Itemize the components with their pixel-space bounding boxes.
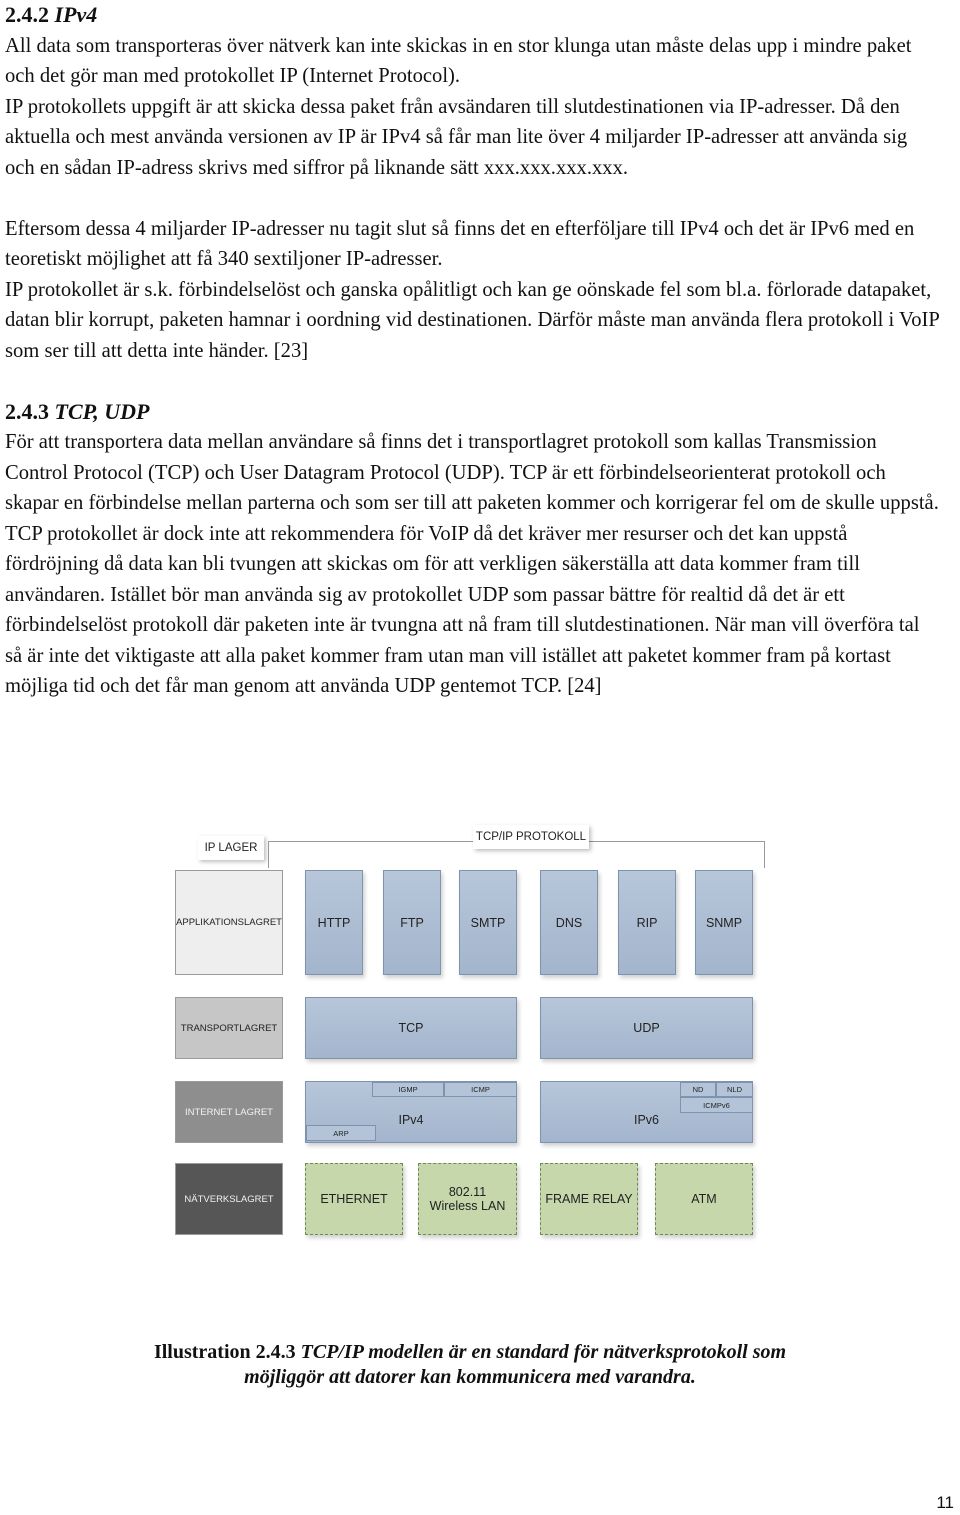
tcpip-protokoll-label: TCP/IP PROTOKOLL bbox=[473, 825, 589, 849]
layer-network: NÄTVERKSLAGRET bbox=[175, 1163, 283, 1235]
layer-application: APPLIKATIONSLAGRET bbox=[175, 870, 283, 975]
protocol-tcp: TCP bbox=[305, 997, 517, 1059]
body-text bbox=[5, 0, 940, 702]
page-number: 11 bbox=[936, 1493, 954, 1512]
protocol-http: HTTP bbox=[305, 870, 363, 975]
protocol-dns: DNS bbox=[540, 870, 598, 975]
protocol-igmp: IGMP bbox=[372, 1082, 444, 1097]
protocol-icmpv6: ICMPv6 bbox=[680, 1097, 753, 1113]
protocol-icmp: ICMP bbox=[444, 1082, 517, 1097]
protocol-atm: ATM bbox=[655, 1163, 753, 1235]
protocol-rip: RIP bbox=[618, 870, 676, 975]
layer-internet: INTERNET LAGRET bbox=[175, 1081, 283, 1143]
paragraph-ipv4-4: IP protokollet är s.k. förbindelselöst och ganska opålitligt och kan ge oönskade fel som bl.a. förlorade datapaket, datan blir korrupt, paketen hamnar i oordning vid destinationen. Därför måste man använda flera protokoll i VoIP som ser till att detta inte händer. [23] bbox=[5, 278, 940, 362]
protocol-ipv6: IPv6 bbox=[540, 1081, 753, 1143]
protocol-ftp: FTP bbox=[383, 870, 441, 975]
protocol-udp: UDP bbox=[540, 997, 753, 1059]
protocol-nld: NLD bbox=[716, 1082, 753, 1097]
layer-transport: TRANSPORTLAGRET bbox=[175, 997, 283, 1059]
protocol-wireless-lan: 802.11 Wireless LAN bbox=[418, 1163, 517, 1235]
protocol-smtp: SMTP bbox=[459, 870, 517, 975]
paragraph-ipv4-3: Eftersom dessa 4 miljarder IP-adresser nu tagit slut så finns det en efterföljare till IPv4 och det är IPv6 med en teoretiskt möjlighet att få 340 sextiljoner IP-adresser. bbox=[5, 217, 915, 270]
protocol-snmp: SNMP bbox=[695, 870, 753, 975]
ip-lager-label: IP LAGER bbox=[198, 836, 264, 860]
section-heading-ipv4: 2.4.2 IPv4 bbox=[5, 2, 98, 27]
paragraph-tcp-udp: För att transportera data mellan användare så finns det i transportlagret protokoll som kallas Transmission Control Protocol (TCP) och User Datagram Protocol (UDP). TCP är ett förbindelseorienterat protokoll och skapar en förbindelse mellan parterna och som ser till att paketen kommer och korrigerar fel om de skulle uppstå. TCP protokollet är dock inte att rekommendera för VoIP då det kräver mer resurser och det kan uppstå fördröjning då data kan bli tvungen att skickas om för att verkligen säkerställa att data kommer fram till användaren. Istället bör man använda sig av protokollet UDP som passar bättre för realtid då det är ett förbindelselöst protokoll där paketen inte är tvungna att nå fram till slutdestinationen. När man vill överföra tal så är inte det viktigaste att alla paket kommer fram utan man vill istället att paketet kommer fram på kortast möjliga tid och det får man genom att använda UDP gentemot TCP. [24] bbox=[5, 431, 939, 697]
paragraph-ipv4-2: IP protokollets uppgift är att skicka dessa paket från avsändaren till slutdestinationen via IP-adresser. Då den aktuella och mest använda versionen av IP är IPv4 så får man lite över 4 miljarder IP-adresser att använda sig och en sådan IP-adress skrivs med siffror på liknande sätt xxx.xxx.xxx.xxx. bbox=[5, 95, 908, 179]
protocol-frame-relay: FRAME RELAY bbox=[540, 1163, 638, 1235]
paragraph-ipv4-1: All data som transporteras över nätverk kan inte skickas in en stor klunga utan måste delas upp i mindre paket och det gör man med protokollet IP (Internet Protocol). bbox=[5, 34, 912, 87]
protocol-nd: ND bbox=[680, 1082, 716, 1097]
section-heading-tcp-udp: 2.4.3 TCP, UDP bbox=[5, 398, 150, 424]
figure-caption: Illustration 2.4.3 TCP/IP modellen är en standard för nätverksprotokoll som möjliggör att datorer kan kommunicera med varandra. bbox=[153, 1341, 787, 1388]
protocol-ipv4: IPv4 bbox=[305, 1081, 517, 1143]
protocol-ethernet: ETHERNET bbox=[305, 1163, 403, 1235]
tcpip-diagram bbox=[0, 820, 960, 1260]
protocol-arp: ARP bbox=[306, 1125, 376, 1141]
